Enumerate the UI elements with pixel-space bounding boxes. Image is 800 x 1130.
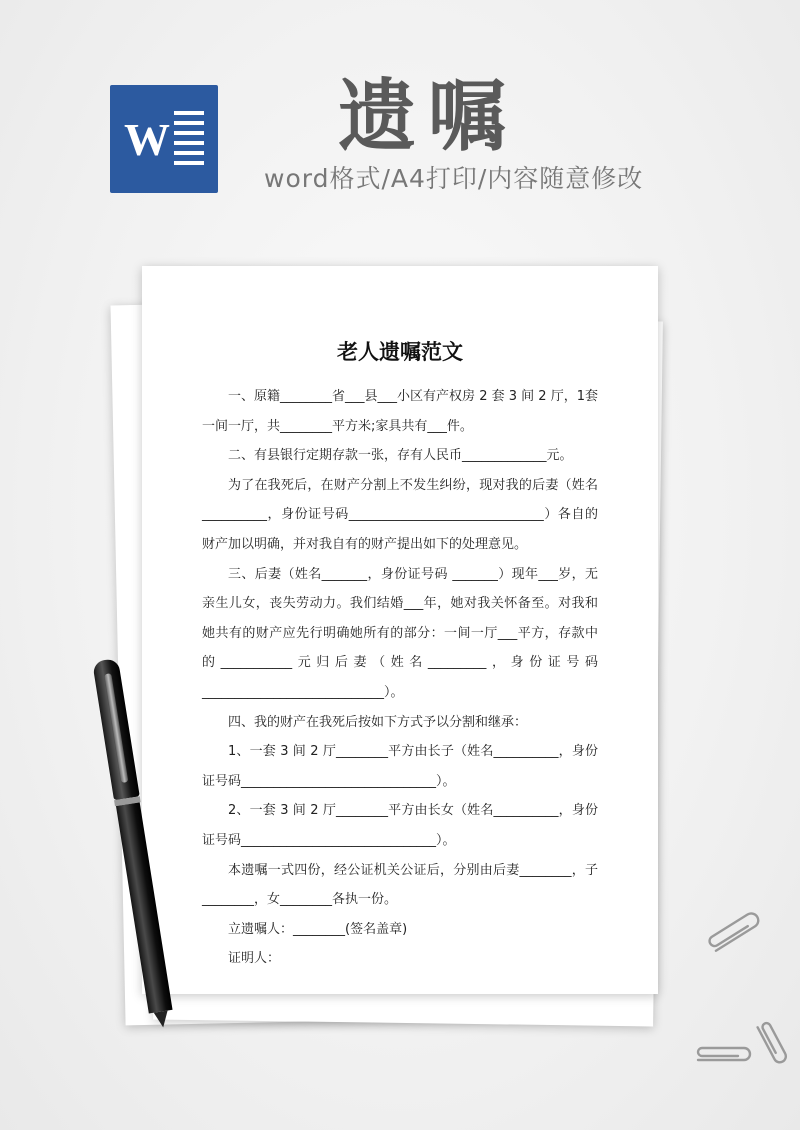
document-paragraph: 为了在我死后，在财产分割上不发生纠纷，现对我的后妻（姓名__________，身份证号码______________________________）各自的财产加以明确，并对我自有的财产提出如下的处理意见。 [202, 477, 598, 552]
document-paragraph: 一、原籍________省___县___小区有产权房 2 套 3 间 2 厅，1套一间一厅，共________平方米;家具共有___件。 [202, 389, 598, 434]
document-page [142, 266, 658, 994]
document-paragraph: 四、我的财产在我死后按如下方式予以分割和继承： [228, 714, 528, 730]
signature-line: 立遗嘱人：________(签名盖章) [228, 921, 408, 937]
document-paragraph: 2、一套 3 间 2 厅________平方由长女（姓名__________，身份证号码______________________________）。 [202, 803, 598, 848]
paperclip-icon [694, 1044, 754, 1068]
witness-line: 证明人： [228, 951, 281, 967]
document-paragraph: 二、有县银行定期存款一张，存有人民币_____________元。 [228, 448, 573, 464]
document-paragraph: 1、一套 3 间 2 厅________平方由长子（姓名__________，身份证号码______________________________）。 [202, 744, 598, 789]
document-paragraph: 三、后妻（姓名_______，身份证号码 _______）现年___岁，无亲生儿女，丧失劳动力。我们结婚___年，她对我关怀备至。对我和她共有的财产应先行明确她所有的部分：一间一厅___平方，存款中的___________元归后妻（姓名_________，身份证号码____________________________）。 [202, 566, 598, 700]
hero-subtitle: word格式/A4打印/内容随意修改 [264, 164, 644, 193]
hero-title: 遗嘱 [338, 72, 519, 162]
word-logo-icon [110, 85, 218, 193]
paperclip-icon [706, 912, 770, 962]
document-paragraph: 本遗嘱一式四份，经公证机关公证后，分别由后妻________，子________，女________各执一份。 [202, 862, 598, 908]
word-logo-letter: W [124, 114, 170, 165]
document-body [202, 382, 598, 974]
document-title: 老人遗嘱范文 [337, 340, 463, 364]
